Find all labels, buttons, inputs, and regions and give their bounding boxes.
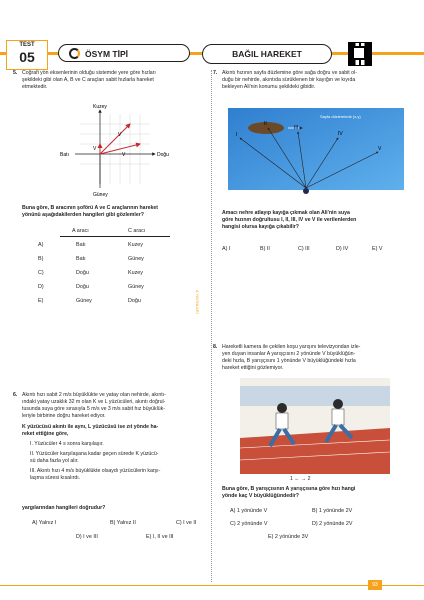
vector-a	[100, 124, 130, 154]
ali-icon	[303, 188, 309, 194]
north-label: Kuzey	[93, 104, 107, 110]
q7-question-line: hangisi olursa kayığa çıkabilir?	[222, 224, 299, 230]
q6-item: III. Akıntı hızı 4 m/s büyüklükte olsaydı yüzücülerin karşı-	[30, 468, 161, 474]
q7-line: duğu bir nehirde, akıntıda sürüklenen bir kayığın ve kıyıda	[222, 77, 356, 83]
q6-item: II. Yüzücüler karşılaşana kadar geçen sürede K yüzücü-	[30, 451, 159, 457]
q7-number: 7.	[213, 70, 218, 76]
q5-line: şekildeki gibi olan A, B ve C araçları sabit hızlarla hareket	[22, 77, 154, 83]
q7-option-c[interactable]: C) III	[298, 246, 310, 252]
q6-option-a[interactable]: A) Yalnız I	[32, 520, 57, 526]
section-title-right: BAĞIL HAREKET	[202, 44, 332, 64]
q7-river-figure	[228, 108, 404, 198]
osym-logo-icon	[69, 48, 80, 59]
q5-option-c-value: Kuzey	[128, 242, 143, 248]
q6-item: I. Yüzücüler 4 s sonra karşılaşır.	[30, 441, 104, 447]
q8-stem	[213, 344, 412, 372]
q5-table-rule	[60, 236, 170, 237]
q5-option-letter[interactable]: D)	[38, 284, 44, 290]
q5-line: Coğrafi yön eksenlerinin olduğu sistemde yere göre hızları	[22, 70, 156, 76]
q8-line: Hareketli kamera ile çekilen koşu yarışını televizyondan izle-	[222, 344, 361, 350]
q8-question	[222, 486, 412, 500]
q7-question-line: Amacı nehre atlayıp kayığa çıkmak olan Ali'nin suya	[222, 210, 350, 216]
q7-option-b[interactable]: B) II	[260, 246, 270, 252]
column-divider	[211, 70, 213, 582]
q5-line: etmektedir.	[22, 84, 48, 90]
q5-question	[22, 205, 207, 219]
page-number: 93	[368, 580, 382, 590]
q5-option-a-value: Doğu	[76, 270, 89, 276]
q6-ask: yargılarından hangileri doğrudur?	[22, 505, 106, 511]
q5-vector-diagram	[55, 100, 185, 198]
qr-inner	[352, 46, 366, 60]
q7-option-d[interactable]: D) IV	[336, 246, 349, 252]
va-label: V	[118, 132, 122, 138]
q5-option-c-value: Doğu	[128, 298, 141, 304]
q7-option-a[interactable]: A) I	[222, 246, 231, 252]
q5-question-line: yönünü aşağıdakilerden hangileri gibi gözlemler?	[22, 212, 144, 218]
roman-3: III	[294, 125, 299, 131]
vc-label: V	[93, 146, 97, 152]
roman-5: V	[378, 146, 382, 152]
east-label: Doğu	[157, 152, 169, 158]
q5-option-a-value: Doğu	[76, 284, 89, 290]
q6-number: 6.	[13, 392, 18, 398]
q8-question-line: yönde kaç V büyüklüğündedir?	[222, 493, 299, 499]
footer-line	[0, 585, 424, 586]
roman-1: I	[236, 132, 238, 138]
q8-question-line: Buna göre, B yarışçısının A yarışçısına göre hızı hangi	[222, 486, 356, 492]
q6-item: laşma süresi kısalırdı.	[30, 475, 81, 481]
west-label: Batı	[60, 152, 69, 158]
q8-number: 8.	[213, 344, 218, 350]
q6-item: sü daha fazla yol alır.	[30, 458, 79, 464]
q5-number: 5.	[13, 70, 18, 76]
q8-option-e[interactable]: E) 2 yönünde 3V	[268, 534, 309, 540]
q8-line: hareket ettiğini gözlemiyor.	[222, 365, 284, 371]
q8-option-a[interactable]: A) 1 yönünde V	[230, 508, 268, 514]
q5-option-letter[interactable]: E)	[38, 298, 44, 304]
q8-option-d[interactable]: D) 2 yönünde 2V	[312, 521, 353, 527]
q6-line: tusunda suya göre sırasıyla 5 m/s ve 3 m/s sabit hız büyüklük-	[22, 406, 166, 412]
section-title-left	[58, 44, 190, 62]
q5-option-a-value: Batı	[76, 242, 86, 248]
q5-col-c-header: C aracı	[128, 228, 146, 234]
roman-4: IV	[338, 131, 343, 137]
q6-question-line: reket ettiğine göre,	[22, 431, 69, 437]
q7-question-line: göre hızının doğrultusu I, II, III, IV ve V ile verilenlerden	[222, 217, 357, 223]
q5-option-a-value: Batı	[76, 256, 86, 262]
q6-question	[22, 424, 207, 438]
q6-stem	[13, 392, 207, 420]
q6-items	[30, 441, 210, 482]
q5-option-letter[interactable]: C)	[38, 270, 44, 276]
side-publisher-label: A YAYINLARI	[195, 290, 200, 314]
q8-direction-arrow: 1 ← → 2	[290, 476, 311, 482]
test-label: TEST	[19, 42, 35, 48]
q7-line: Akıntı hızının sayfa düzlemine göre sağa doğru ve sabit ol-	[222, 70, 357, 76]
q5-option-letter[interactable]: A)	[38, 242, 44, 248]
q7-stem	[213, 70, 412, 91]
q7-question	[222, 210, 412, 231]
q6-line: Akıntı hızı sabit 2 m/s büyüklükte ve yatay olan nehirde, akıntı-	[22, 392, 166, 398]
q7-option-e[interactable]: E) V	[372, 246, 383, 252]
test-badge	[6, 40, 48, 70]
q5-option-c-value: Güney	[128, 256, 144, 262]
figure-label: Sayfa düzleminde (x,y)	[320, 114, 361, 119]
left-title-text: ÖSYM TİPİ	[85, 49, 128, 59]
south-label: Güney	[93, 192, 108, 198]
q6-question-line: K yüzücüsü akıntı ile aynı, L yüzücüsü ise zıt yönde ha-	[22, 424, 159, 430]
q8-option-c[interactable]: C) 2 yönünde V	[230, 521, 268, 527]
q5-option-c-value: Kuzey	[128, 270, 143, 276]
q6-line: ındaki yatay uzaklık 32 m olan K ve L yüzücüleri, akıntı doğrul-	[22, 399, 166, 405]
q8-runners-figure	[240, 378, 390, 474]
q5-option-a-value: Güney	[76, 298, 92, 304]
q5-option-c-value: Güney	[128, 284, 144, 290]
q8-option-b[interactable]: B) 1 yönünde 2V	[312, 508, 353, 514]
q7-line: bekleyen Ali'nin konumu şekildeki gibidir.	[222, 84, 316, 90]
roman-2: II	[264, 121, 267, 127]
q5-stem	[13, 70, 207, 91]
test-number: 05	[19, 49, 35, 65]
q5-col-a-header: A aracı	[72, 228, 89, 234]
q5-option-letter[interactable]: B)	[38, 256, 44, 262]
q6-option-c[interactable]: C) I ve II	[176, 520, 197, 526]
q5-question-line: Buna göre, B aracının şoförü A ve C araçlarının hareket	[22, 205, 158, 211]
q6-option-b[interactable]: B) Yalnız II	[110, 520, 136, 526]
q8-line: deki hızla, B yarışçısını 1 yönünde V büyüklüğündeki hızla	[222, 358, 356, 364]
q6-option-e[interactable]: E) I, II ve III	[146, 534, 174, 540]
q6-option-d[interactable]: D) I ve III	[76, 534, 98, 540]
q8-line: yen duyan insanlar A yarışçısını 2 yönünde V büyüklüğün-	[222, 351, 356, 357]
q6-line: leriyle birbirine doğru hareket ediyor.	[22, 413, 106, 419]
vb-label: V	[122, 152, 126, 158]
